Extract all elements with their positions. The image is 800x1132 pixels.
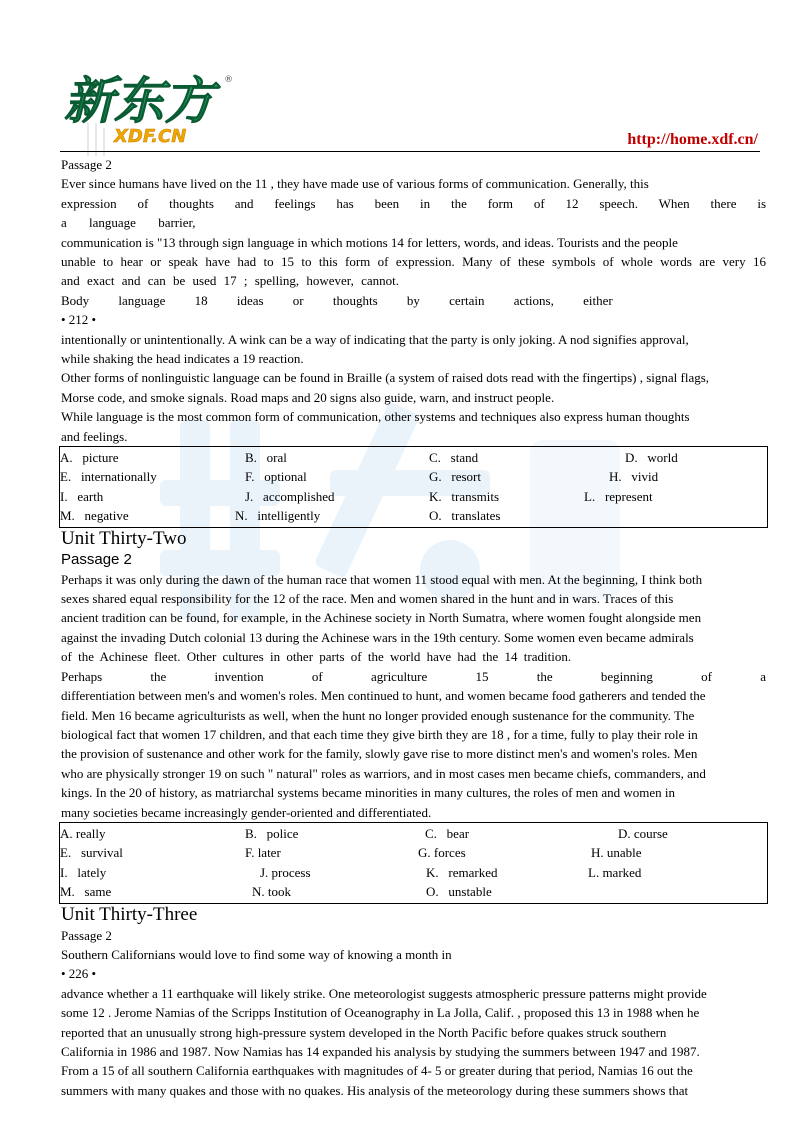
page-number: • 226 • xyxy=(61,966,97,982)
passage-line: field. Men 16 became agriculturists as well, when the hunt no longer provided enough sustenance for the community. The xyxy=(61,707,695,723)
option-item: I. lately xyxy=(60,864,107,880)
option-item: C. stand xyxy=(429,450,479,466)
options-row xyxy=(60,882,767,901)
passage-title: Passage 2 xyxy=(61,927,112,943)
passage-line: sexes shared equal responsibility for the 12 of the race. Men and women shared in the hunt and in wars. Traces of this xyxy=(61,591,674,607)
passage-title: Passage 2 xyxy=(61,157,112,172)
option-item: B. oral xyxy=(245,450,287,466)
passage-line: communication is "13 through sign language in which motions 14 for letters, words, and ideas. Tourists and the people xyxy=(61,234,678,250)
option-item: M. negative xyxy=(60,508,129,524)
options-box xyxy=(59,822,768,904)
passage-line: Southern Californians would love to find some way of knowing a month in xyxy=(61,946,452,962)
option-item: L. marked xyxy=(588,864,642,880)
option-item: J. accomplished xyxy=(245,488,335,504)
site-url-link[interactable]: http://home.xdf.cn/ xyxy=(627,131,758,148)
option-item: O. unstable xyxy=(426,884,492,900)
options-row xyxy=(60,448,767,467)
option-item: I. earth xyxy=(60,488,104,504)
options-row xyxy=(60,506,767,525)
passage-line: advance whether a 11 earthquake will likely strike. One meteorologist suggests atmospheric pressure patterns might provide xyxy=(61,985,707,1001)
passage-line: While language is the most common form of communication, other systems and techniques also express human thoughts xyxy=(61,409,690,425)
passage-line: some 12 . Jerome Namias of the Scripps Institution of Oceanography in La Jolla, Calif. , proposed this 13 in 1988 when he xyxy=(61,1005,700,1021)
xdf-logo xyxy=(62,68,242,158)
option-item: C. bear xyxy=(425,825,470,841)
options-row xyxy=(60,487,767,506)
options-row xyxy=(60,824,767,843)
passage-line: California in 1986 and 1987. Now Namias has 14 expanded his analysis by studying the summers between 1947 and 1987. xyxy=(61,1043,700,1059)
option-item: G. resort xyxy=(429,469,481,485)
option-item: J. process xyxy=(260,864,311,880)
passage-line: a language barrier, xyxy=(61,215,196,231)
option-item: N. intelligently xyxy=(235,508,321,524)
passage-line: many societies became increasingly gender-oriented and differentiated. xyxy=(61,804,432,820)
passage-line: while shaking the head indicates a 19 reaction. xyxy=(61,351,304,367)
option-item: O. translates xyxy=(429,508,501,524)
passage-line: ancient tradition can be found, for example, in the Achinese society in North Sumatra, where women fought alongside men xyxy=(61,610,702,626)
option-item: F. optional xyxy=(245,469,307,485)
passage-line: differentiation between men's and women's roles. Men continued to hunt, and women became food gatherers and tended the xyxy=(61,688,706,704)
passage-line: summers with many quakes and those with no quakes. His analysis of the meteorology during these summers shows that xyxy=(61,1082,689,1098)
passage-line: kings. In the 20 of history, as matriarchal systems became minorities in many cultures, the roles of men and women in xyxy=(61,785,675,801)
option-item: M. same xyxy=(60,884,112,900)
option-item: D. course xyxy=(618,825,668,841)
passage-line: reported that an unusually strong high-pressure system developed in the North Pacific before quakes struck southern xyxy=(61,1024,667,1040)
passage-line: and exact and can be used 17 ; spelling, however, cannot. xyxy=(61,273,400,289)
passage-line: who are physically stronger 19 on such " natural" roles as warriors, and in most cases men became chiefs, commanders, and xyxy=(61,765,706,781)
passage-line: biological fact that women 17 children, and that each time they give birth they are 18 , for a time, fully to play their role in xyxy=(61,726,698,742)
option-item: F. later xyxy=(245,845,281,861)
option-item: H. unable xyxy=(591,845,642,861)
passage-line: intentionally or unintentionally. A wink can be a way of indicating that the party is only joking. A nod signifies approval, xyxy=(61,331,689,347)
options-box xyxy=(59,446,768,528)
option-item: N. took xyxy=(252,884,291,900)
passage-title: Passage 2 xyxy=(61,550,132,568)
passage-line: the provision of sustenance and other work for the family, slowly gave rise to more distinct men's and women's roles. Men xyxy=(61,746,698,762)
option-item: B. police xyxy=(245,825,299,841)
unit-title: Unit Thirty-Two xyxy=(61,527,187,549)
options-row xyxy=(60,467,767,486)
passage-line: Perhaps it was only during the dawn of the human race that women 11 stood equal with men. At the beginning, I think both xyxy=(61,571,703,587)
passage-line: Morse code, and smoke signals. Road maps and 20 signs also guide, warn, and instruct people. xyxy=(61,389,555,405)
option-item: A. really xyxy=(60,825,106,841)
svg-text:XDF.CN: XDF.CN xyxy=(114,126,187,147)
options-row xyxy=(60,863,767,882)
passage-line: expression of thoughts and feelings has been in the form of 12 speech. When there is xyxy=(61,195,766,211)
option-item: K. remarked xyxy=(426,864,498,880)
passage-line: From a 15 of all southern California earthquakes with magnitudes of 4- 5 or greater during that period, Namias 16 out the xyxy=(61,1063,693,1079)
svg-text:新东方: 新东方 xyxy=(64,72,214,130)
passage-line: Body language 18 ideas or thoughts by certain actions, either xyxy=(61,292,613,308)
passage-line: Perhaps the invention of agriculture 15 the beginning of a xyxy=(61,668,766,684)
svg-text:®: ® xyxy=(224,75,233,85)
options-row xyxy=(60,843,767,862)
option-item: K. transmits xyxy=(429,488,500,504)
passage-line: Other forms of nonlinguistic language can be found in Braille (a system of raised dots read with the fingertips) , signal flags, xyxy=(61,370,710,386)
page-number: • 212 • xyxy=(61,312,97,328)
header-divider xyxy=(60,151,760,152)
option-item: E. internationally xyxy=(60,469,157,485)
xdf-logo-graphic xyxy=(62,68,242,158)
option-item: H. vivid xyxy=(609,469,659,485)
passage-line: of the Achinese fleet. Other cultures in other parts of the world have had the 14 tradition. xyxy=(61,649,572,665)
option-item: D. world xyxy=(625,450,678,466)
passage-line: and feelings. xyxy=(61,428,128,444)
unit-title: Unit Thirty-Three xyxy=(61,903,198,925)
option-item: G. forces xyxy=(418,845,466,861)
passage-line: Ever since humans have lived on the 11 , they have made use of various forms of communication. Generally, this xyxy=(61,176,649,192)
option-item: E. survival xyxy=(60,845,123,861)
passage-line: unable to hear or speak have had to 15 to this form of expression. Many of these symbols of whole words are very 16 xyxy=(61,254,766,270)
option-item: L. represent xyxy=(584,488,653,504)
document-body xyxy=(61,155,766,1100)
passage-line: against the invading Dutch colonial 13 during the Achinese wars in the 19th century. Some women even became admirals xyxy=(61,629,694,645)
option-item: A. picture xyxy=(60,450,119,466)
